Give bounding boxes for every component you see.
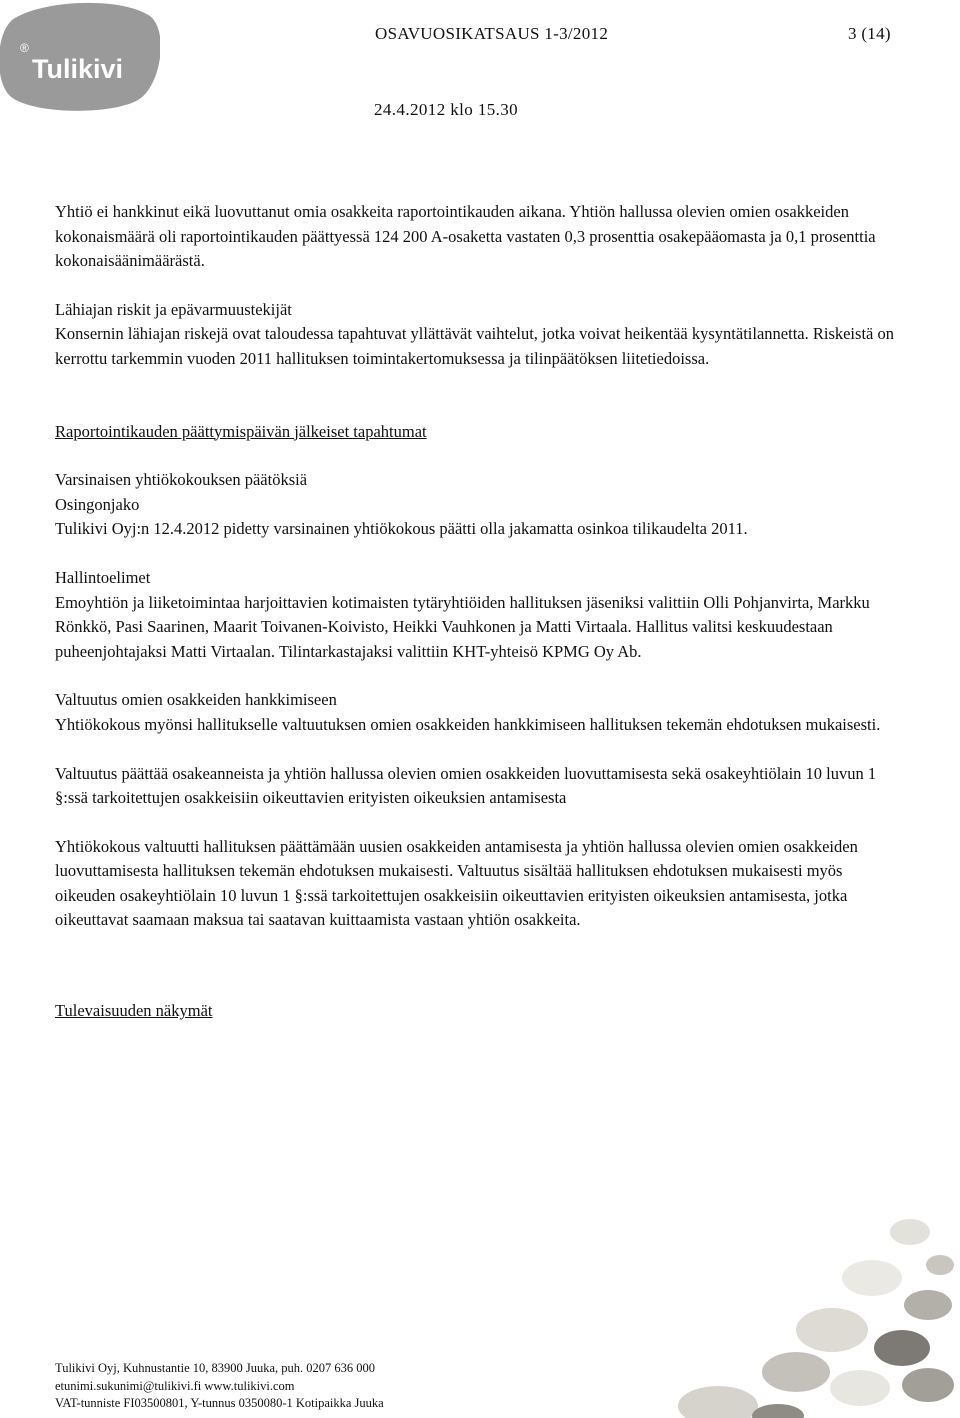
footer-contact: etunimi.sukunimi@tulikivi.fi www.tulikivi.com [55, 1378, 295, 1393]
footer [55, 1360, 384, 1413]
authorization-paragraph: Yhtiökokous myönsi hallitukselle valtuutuksen omien osakkeiden hankkimiseen hallituksen tekemän ehdotuksen mukaisesti. [55, 714, 881, 734]
stones-illustration [610, 1210, 960, 1418]
admin-paragraph: Emoyhtiön ja liiketoimintaa harjoittavien kotimaisten tytäryhtiöiden hallituksen jäseniksi valittiin Olli Pohjanvirta, Markku Rönkkö, Pasi Saarinen, Maarit Toivanen-Koivisto, Heikki Vauhkonen ja Matti Virtaala. Hallitus valitsi keskuudestaan puheenjohtajaksi Matti Virtaalan. Tilintarkastajaksi valittiin KHT-yhteisö KPMG Oy Ab. [55, 592, 870, 661]
document-body [55, 200, 905, 1024]
footer-address: Tulikivi Oyj, Kuhnustantie 10, 83900 Juuka, puh. 0207 636 000 [55, 1361, 376, 1375]
risk-heading: Lähiajan riskit ja epävarmuustekijät [55, 299, 292, 319]
stone-shape [890, 1219, 930, 1245]
dividend-paragraph: Tulikivi Oyj:n 12.4.2012 pidetty varsinainen yhtiökokous päätti olla jakamatta osinkoa tilikaudelta 2011. [55, 519, 748, 539]
stone-shape [874, 1330, 930, 1366]
stone-shape [842, 1260, 902, 1296]
report-title: OSAVUOSIKATSAUS 1-3/2012 [375, 24, 609, 43]
stone-shape [796, 1308, 868, 1352]
stone-shape [904, 1290, 952, 1320]
footer-registration: VAT-tunniste FI03500801, Y-tunnus 0350080-1 Kotipaikka Juuka [55, 1396, 384, 1410]
page-number: 3 (14) [848, 24, 891, 43]
shares-paragraph: Yhtiö ei hankkinut eikä luovuttanut omia osakkeita raportointikauden aikana. Yhtiön hallussa olevien omien osakkeiden kokonaismäärä oli raportointikauden päättyessä 124 200 A-osaketta vastaten 0,3 prosenttia osakepääomasta ja 0,1 prosenttia kokonaisäänimäärästä. [55, 202, 876, 271]
outlook-heading: Tulevaisuuden näkymät [55, 1001, 213, 1021]
stone-shape [752, 1404, 804, 1418]
agm-heading: Varsinaisen yhtiökokouksen päätöksiä [55, 470, 308, 490]
dividend-heading: Osingonjako [55, 494, 140, 514]
logo-text: Tulikivi [32, 54, 124, 84]
events-heading: Raportointikauden päättymispäivän jälkeiset tapahtumat [55, 421, 427, 441]
authorization-heading: Valtuutus omien osakkeiden hankkimiseen [55, 690, 337, 710]
report-date: 24.4.2012 klo 15.30 [374, 100, 519, 119]
risk-paragraph: Konsernin lähiajan riskejä ovat taloudessa tapahtuvat yllättävät vaihtelut, jotka voivat heikentää kysyntätilannetta. Riskeistä on kerrottu tarkemmin vuoden 2011 hallituksen toimintakertomuksessa ja tilinpäätöksen liitetiedoissa. [55, 324, 894, 368]
stone-shape [762, 1352, 830, 1392]
authorization-paragraph-3: Yhtiökokous valtuutti hallituksen päättämään uusien osakkeiden antamisesta ja yhtiön hallussa olevien omien osakkeiden luovuttamisesta hallituksen tekemän ehdotuksen mukaisesti. Valtuutus sisältää hallituksen ehdotuksen mukaisesti myös oikeuden osakeyhtiölain 10 luvun 1 §:ssä tarkoitettujen osakkeisiin oikeuttavien erityisten oikeuksien antamisesta, jotka oikeuttavat saamaan maksua tai saatavan kuittaamista vastaan yhtiön osakkeita. [55, 836, 858, 930]
authorization-paragraph-2: Valtuutus päättää osakeanneista ja yhtiön hallussa olevien omien osakkeiden luovuttamisesta sekä osakeyhtiölain 10 luvun 1 §:ssä tarkoitettujen osakkeisiin oikeuttavien erityisten oikeuksien antamisesta [55, 763, 877, 808]
admin-heading: Hallintoelimet [55, 567, 151, 587]
logo-mark: ® [20, 41, 29, 55]
tulikivi-logo [0, 0, 160, 112]
stone-shape [926, 1255, 954, 1275]
stone-shape [830, 1370, 890, 1406]
stone-shape [902, 1368, 954, 1402]
stone-shape [678, 1386, 758, 1418]
